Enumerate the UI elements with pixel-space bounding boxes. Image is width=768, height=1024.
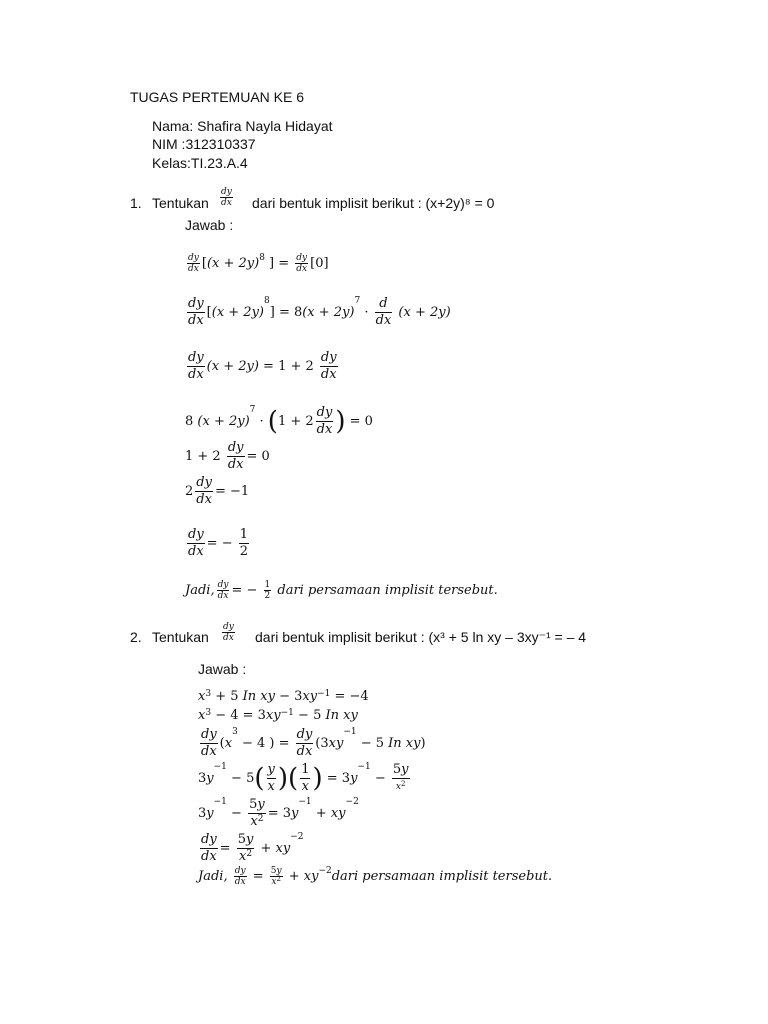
q2-conclusion: Jadi, $\frac{dy}{dx}$ = $\frac{5y}{x^2}$ + $xy^{-2}dari$ persamaan implisit tersebut. bbox=[198, 866, 553, 887]
student-nim: NIM :312310337 bbox=[152, 136, 256, 152]
q1-step-1: $\frac{dy}{dx}$ [$(x + 2y)^8$ ] = $\frac{dy}{dx}$ [0] bbox=[188, 253, 329, 274]
q2-number: 2. bbox=[130, 629, 142, 645]
q2-step-2: $x^3 - 4 = 3xy^{-1} - 5$ In xy bbox=[198, 708, 358, 723]
q2-step-5: $3y^{-1}$ − $\frac{5y}{x^2}$ = $3y^{-1} + xy^{-2}$ bbox=[198, 797, 359, 829]
q2-step-4: $3y^{-1} - 5$( $\frac{y}{x}$ )( $\frac{1}{x}$ ) = $3y^{-1}$ − $\frac{5y}{x^2}$ bbox=[198, 762, 409, 794]
q1-conclusion-text: dari persamaan implisit tersebut. bbox=[277, 583, 498, 598]
q1-step-5: 1 + 2 $\frac{dy}{dx}$ = 0 bbox=[185, 440, 270, 472]
q1-step-6: 2 $\frac{dy}{dx}$ = −1 bbox=[185, 475, 250, 507]
q1-step-7: $\frac{dy}{dx}$ = − $\frac{1}{2}$ bbox=[188, 527, 249, 559]
student-class: Kelas:TI.23.A.4 bbox=[152, 155, 248, 171]
q1-dydx-fraction: $\frac{dy}{dx}$ bbox=[221, 187, 232, 208]
q2-conclusion-text: dari persamaan implisit tersebut. bbox=[331, 869, 553, 884]
q2-question-text: dari bentuk implisit berikut : (x³ + 5 ln xy – 3xy⁻¹ = – 4 bbox=[255, 629, 587, 645]
q2-dydx-fraction: $\frac{dy}{dx}$ bbox=[223, 622, 234, 643]
q1-prefix: Tentukan bbox=[152, 195, 209, 211]
q2-prefix: Tentukan bbox=[152, 629, 209, 645]
q1-number: 1. bbox=[130, 195, 142, 211]
q1-step-2: $\frac{dy}{dx}$ $[(x + 2y)^8] = 8(x + 2y)^7$ · $\frac{d}{dx}$ (x + 2y) bbox=[188, 296, 451, 328]
q2-jawab-label: Jawab : bbox=[198, 661, 247, 677]
q1-question-text: dari bentuk implisit berikut : (x+2y)⁸ = 0 bbox=[252, 195, 495, 211]
q1-step-4: 8 $(x + 2y)^7 \cdot (1 + 2$ $\frac{dy}{dx}$ ) = 0 bbox=[185, 405, 373, 437]
q2-step-1: $x^3 + 5$ In xy − $3xy^{-1} = -4$ bbox=[198, 689, 369, 704]
student-name: Nama: Shafira Nayla Hidayat bbox=[152, 118, 333, 134]
q1-jawab-label: Jawab : bbox=[185, 217, 234, 233]
document-title: TUGAS PERTEMUAN KE 6 bbox=[130, 89, 305, 105]
q2-step-6: $\frac{dy}{dx}$ = $\frac{5y}{x^2}$ + $xy^{-2}$ bbox=[201, 832, 304, 864]
q1-step-3: $\frac{dy}{dx}$ (x + 2y) = 1 + 2 $\frac{dy}{dx}$ bbox=[188, 350, 337, 382]
q1-conclusion: Jadi, $\frac{dy}{dx}$ = − $\frac{1}{2}$ dari persamaan implisit tersebut. bbox=[185, 580, 498, 601]
q2-step-3: $\frac{dy}{dx}$ ($x^3 - 4$ ) = $\frac{dy}{dx}$ ($3xy^{-1} - 5$ In xy) bbox=[201, 727, 426, 759]
